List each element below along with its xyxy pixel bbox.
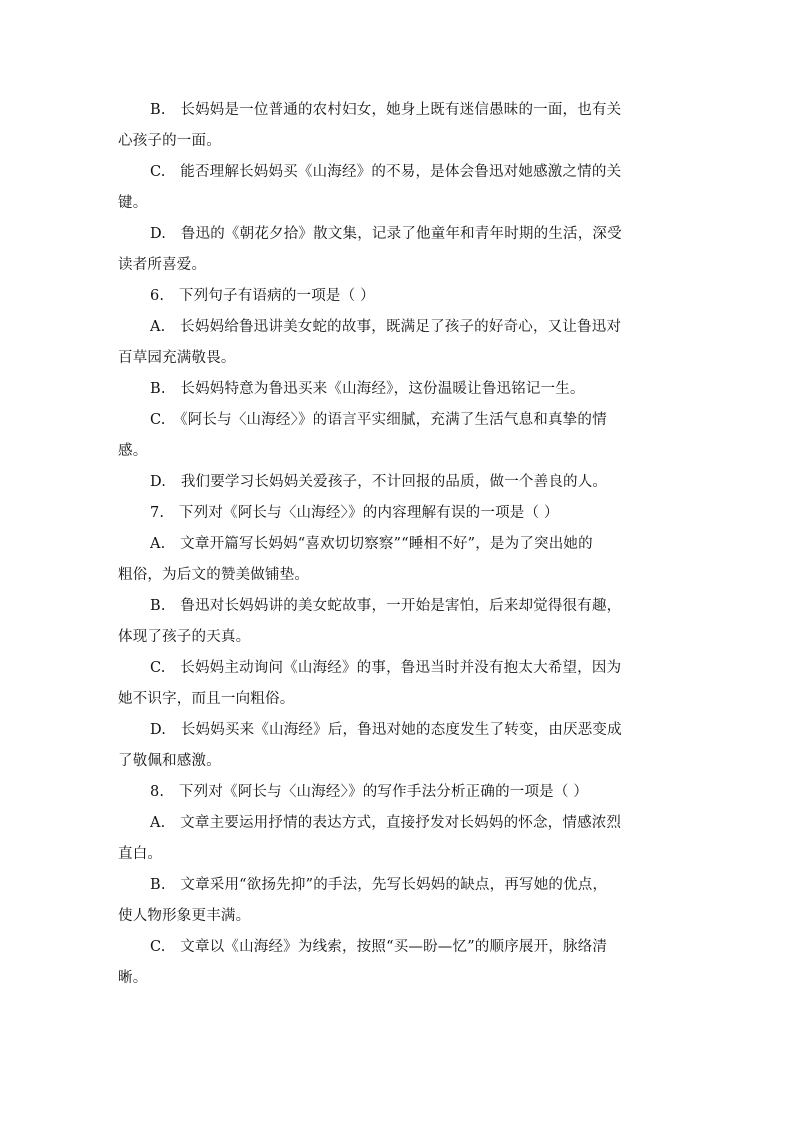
q8-option-a-line-2: 直白。 — [118, 846, 163, 862]
question-8-stem: 8. 下列对《阿长与〈山海经〉》的写作手法分析正确的一项是（ ） — [150, 784, 589, 800]
q6-option-b: B. 长妈妈特意为鲁迅买来《山海经》，这份温暖让鲁迅铭记一生。 — [150, 381, 585, 397]
q8-option-a-line-1: A. 文章主要运用抒情的表达方式，直接抒发对长妈妈的怀念，情感浓烈 — [150, 815, 622, 831]
option-c-line-1: C. 能否理解长妈妈买《山海经》的不易，是体会鲁迅对她感激之情的关 — [150, 164, 622, 180]
q7-option-c-line-1: C. 长妈妈主动询问《山海经》的事，鲁迅当时并没有抱太大希望，因为 — [150, 660, 622, 676]
option-c-line-2: 键。 — [118, 195, 148, 211]
q6-option-c-line-2: 感。 — [118, 443, 148, 459]
question-6-stem: 6. 下列句子有语病的一项是（ ） — [150, 288, 375, 304]
q7-option-b-line-1: B. 鲁迅对长妈妈讲的美女蛇故事，一开始是害怕，后来却觉得很有趣， — [150, 598, 622, 614]
option-d-line-2: 读者所喜爱。 — [118, 257, 207, 273]
q7-option-d-line-1: D. 长妈妈买来《山海经》后，鲁迅对她的态度发生了转变，由厌恶变成 — [150, 722, 622, 738]
q6-option-a-line-1: A. 长妈妈给鲁迅讲美女蛇的故事，既满足了孩子的好奇心，又让鲁迅对 — [150, 319, 622, 335]
q7-option-b-line-2: 体现了孩子的天真。 — [118, 629, 251, 645]
q7-option-a-line-1: A. 文章开篇写长妈妈“喜欢切切察察”“睡相不好”，是为了突出她的 — [150, 536, 593, 552]
q7-option-d-line-2: 了敬佩和感激。 — [118, 753, 221, 769]
q6-option-c-line-1: C. 《阿长与〈山海经〉》的语言平实细腻，充满了生活气息和真挚的情 — [150, 412, 607, 428]
q8-option-c-line-1: C. 文章以《山海经》为线索，按照“买—盼—忆”的顺序展开，脉络清 — [150, 939, 608, 955]
question-content — [118, 95, 666, 994]
q8-option-b-line-1: B. 文章采用“欲扬先抑”的手法，先写长妈妈的缺点，再写她的优点， — [150, 877, 608, 893]
option-d-line-1: D. 鲁迅的《朝花夕拾》散文集，记录了他童年和青年时期的生活，深受 — [150, 226, 622, 242]
q8-option-c-line-2: 晰。 — [118, 970, 148, 986]
q6-option-d: D. 我们要学习长妈妈关爱孩子，不计回报的品质，做一个善良的人。 — [150, 474, 608, 490]
option-b-line-2: 心孩子的一面。 — [118, 133, 221, 149]
option-b-line-1: B. 长妈妈是一位普通的农村妇女，她身上既有迷信愚昧的一面，也有关 — [150, 102, 622, 118]
q7-option-c-line-2: 她不识字，而且一向粗俗。 — [118, 691, 295, 707]
q8-option-b-line-2: 使人物形象更丰满。 — [118, 908, 251, 924]
q7-option-a-line-2: 粗俗，为后文的赞美做铺垫。 — [118, 567, 310, 583]
question-7-stem: 7. 下列对《阿长与〈山海经〉》的内容理解有误的一项是（ ） — [150, 505, 559, 521]
q6-option-a-line-2: 百草园充满敬畏。 — [118, 350, 236, 366]
